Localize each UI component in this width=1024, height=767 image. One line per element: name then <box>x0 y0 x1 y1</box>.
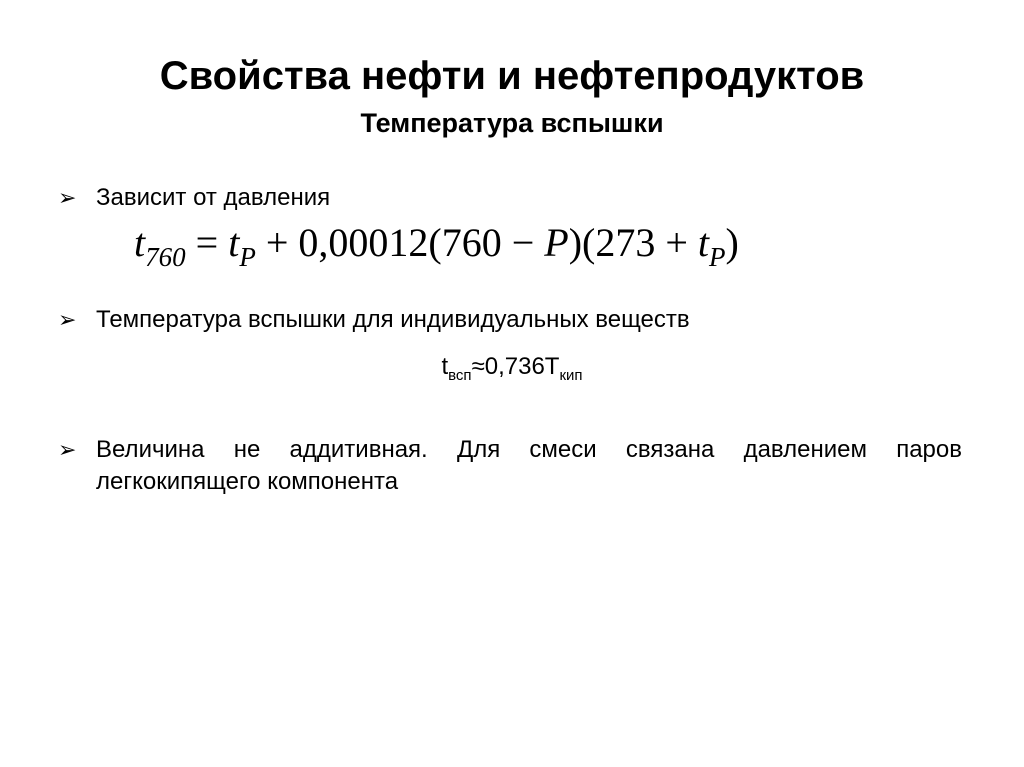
bullet-text: Величина не аддитивная. Для смеси связана давлением паров легкокипящего компонента <box>96 436 962 495</box>
arrow-bullet-icon: ➢ <box>58 437 77 462</box>
slide-title: Свойства нефти и нефтепродуктов <box>159 54 865 98</box>
flash-point-pressure-formula: $t_{760} = t_P + 0,00012(760 - P)(273 + t_P)$ <box>134 220 739 272</box>
arrow-bullet-icon: ➢ <box>58 307 77 332</box>
slide-subtitle: Температура вспышки <box>360 108 664 138</box>
bullet-text: Температура вспышки для индивидуальных веществ <box>96 306 690 333</box>
bullet-item-non-additive <box>58 434 962 498</box>
arrow-bullet-icon: ➢ <box>58 185 77 210</box>
flash-point-boiling-formula: $t_{всп}\approx 0,736T_{кип}$ <box>441 353 583 384</box>
bullet-item-pressure <box>58 182 330 214</box>
bullet-item-individual-substances <box>58 304 690 336</box>
bullet-text: Зависит от давления <box>96 184 331 211</box>
